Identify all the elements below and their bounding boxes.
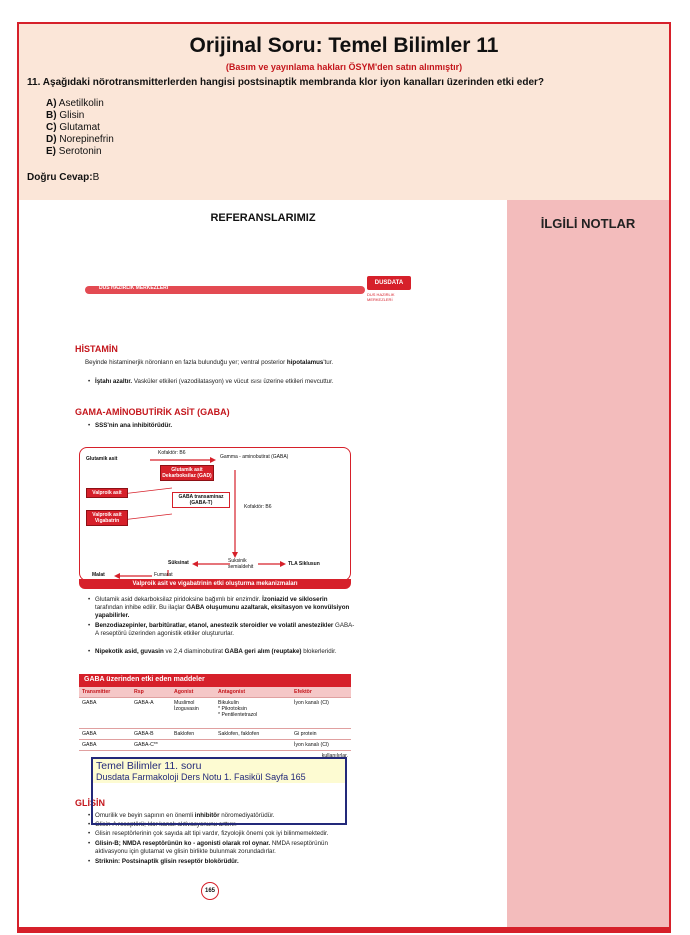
option-b: B) Glisin <box>46 110 85 121</box>
diagram-transaminaz-box: GABA transaminaz (GABA-T) <box>172 492 230 508</box>
option-d: D) Norepinefrin <box>46 134 114 145</box>
table-title: GABA üzerinden etki eden maddeler <box>79 674 351 687</box>
glisin-bullet-2: • Glisin-A reseptörü; klor kanalı aktivasyonunu arttırır. <box>95 821 357 829</box>
diagram-malat: Malat <box>92 572 105 578</box>
source-line-2: Dusdata Farmakoloji Ders Notu 1. Fasikül Sayfa 165 <box>96 772 306 782</box>
option-e: E) Serotonin <box>46 146 102 157</box>
diagram-gad-box: Glutamik asit Dekarboksilaz (GAD) <box>160 465 214 481</box>
answer-options <box>46 98 114 158</box>
diagram-tla: TLA Siklusun <box>288 561 320 567</box>
bottom-accent-bar <box>19 927 669 931</box>
table-row: GABA GABA-C** İyon kanalı (Cl) <box>79 740 351 751</box>
references-title: REFERANSLARIMIZ <box>210 212 316 224</box>
glisin-bullet-5: • Striknin: Postsinaptik glisin reseptör blokörüdür. <box>95 858 357 866</box>
question-header <box>19 24 669 200</box>
diagram-caption: Valproik asit ve vigabatrinin etki oluşturma mekanizmaları <box>79 579 351 589</box>
question-body: Aşağıdaki nörotransmitterlerden hangisi postsinaptik membranda klor iyon kanalları üzerinden etki eder? <box>42 77 545 88</box>
histamin-paragraph: Beyinde histaminerjik nöronların en fazla bulunduğu yer; ventral posterior hipotalamus'tur. <box>85 359 334 366</box>
answer-label: Doğru Cevap: <box>27 172 93 183</box>
option-a: A) Asetilkolin <box>46 98 104 109</box>
page-title: Orijinal Soru: Temel Bilimler 11 <box>189 34 499 57</box>
table-row: GABA GABA-A Muslimol İzoguvasin Bikukulin * Pikrotoksin * Pentilentetrazol İyon kanalı (Cl) <box>79 698 351 729</box>
diagram-suksinik: Suksinik semialdehit <box>228 558 254 570</box>
gaba-bullet-1: • SSS'nin ana inhibitörüdür. <box>95 422 355 430</box>
gaba-diagram <box>79 447 351 581</box>
notes-panel <box>507 200 669 931</box>
option-c: C) Glutamat <box>46 122 100 133</box>
source-reference-box <box>91 757 347 825</box>
page-header-text: DUS HAZIRLIK MERKEZLERİ <box>99 285 169 291</box>
table-footnote: kullanılırlar. <box>321 753 348 759</box>
glisin-bullet-1: • Omurilik ve beyin sapının en önemli inhibitör nöromediyatörüdür. <box>95 812 357 820</box>
gaba-bullet-3: • Benzodiazepinler, barbitüratlar, etanol, anestezik steroidler ve volatil anestezikler GABA-A reseptörü üzerinden agonistik etkiler oluştururlar. <box>95 622 357 638</box>
diagram-valproik-vig-box: Valproik asit Vigabatrin <box>86 510 128 526</box>
page-number: 165 <box>201 882 219 900</box>
answer-value: B <box>92 172 100 183</box>
diagram-suksinat: Süksinat <box>168 560 189 566</box>
histamin-heading: HİSTAMİN <box>75 344 118 354</box>
gaba-heading: GAMA-AMİNOBUTİRİK ASİT (GABA) <box>75 407 230 417</box>
notes-title: İLGİLİ NOTLAR <box>540 216 636 231</box>
gaba-bullet-4: • Nipekotik asid, guvasin ve 2,4 diaminobutirat GABA geri alım (reuptake) blokerleridir. <box>95 648 357 656</box>
diagram-kofaktor-1: Kofaktör: B6 <box>158 450 186 456</box>
dusdata-logo: DUSDATA <box>367 276 411 290</box>
question-text <box>27 77 661 88</box>
diagram-kofaktor-2: Kofaktör: B6 <box>244 504 272 510</box>
source-line-1: Temel Bilimler 11. soru <box>96 760 202 772</box>
glisin-bullet-4: • Glisin-B; NMDA reseptörünün ko - agonisti olarak rol oynar. NMDA reseptörünün aktivasyonu için glutamat ve glisin birlikte bulunmak zorundadırlar. <box>95 840 357 856</box>
diagram-valproik-box: Valproik asit <box>86 488 128 498</box>
glisin-bullet-3: • Glisin reseptörlerinin çok sayıda alt tipi vardır, fizyolojik önemi çok iyi bilinmemektedir. <box>95 830 357 838</box>
gaba-bullet-2: • Glutamik asid dekarboksilaz piridoksine bağımlı bir enzimdir. İzoniazid ve sikloserin tarafından inhibe edilir. Bu ilaçlar GABA oluşumunu azaltarak, eksitasyon ve konvülsiyon yapabilirler. <box>95 596 357 620</box>
table-row: GABA GABA-B Baklofen Saklofen, faklofen Gi protein <box>79 729 351 740</box>
diagram-fumarat: Fumarat <box>154 572 173 578</box>
table-header-row: Transmitter Rsp Agonist Antagonist Efektör <box>79 687 351 698</box>
correct-answer <box>27 172 99 183</box>
diagram-glutamik: Glutamik asit <box>86 456 118 462</box>
source-reference-header <box>93 759 345 783</box>
diagram-gamma: Gamma - aminobutirat (GABA) <box>220 454 289 460</box>
question-number: 11. <box>27 77 41 88</box>
copyright-note: (Basım ve yayınlama hakları ÖSYM'den satın alınmıştır) <box>225 62 463 72</box>
gaba-table <box>79 674 351 761</box>
histamin-bullet: • İştahı azaltır. Vasküler etkileri (vazodilatasyon) ve vücut ısısı üzerine etkileri mevcuttur. <box>95 378 355 386</box>
dusdata-logo-sub: DUS HAZIRLIK MERKEZLERİ <box>367 292 395 302</box>
glisin-heading: GLİSİN <box>75 798 106 808</box>
